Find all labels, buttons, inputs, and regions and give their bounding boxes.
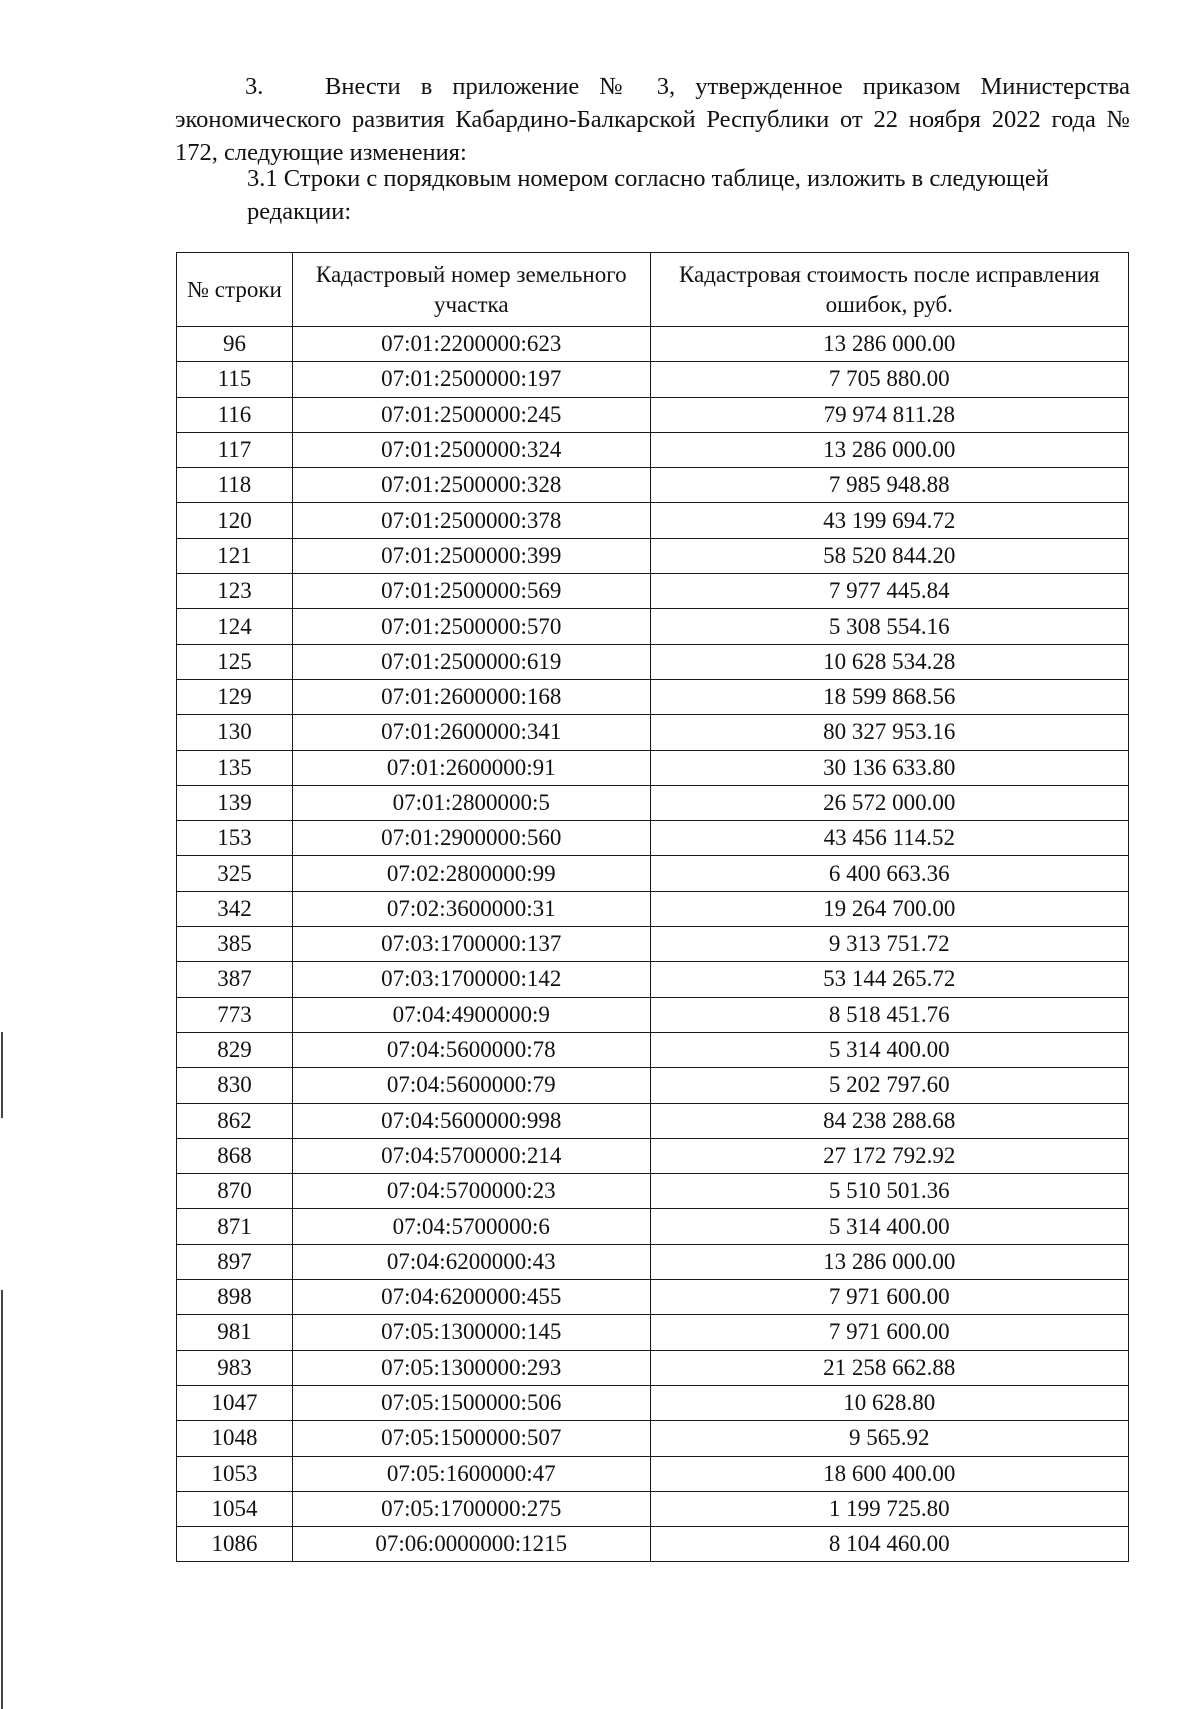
row-number-cell: 125	[177, 644, 293, 679]
row-number-cell: 124	[177, 609, 293, 644]
cadastral-value-cell: 5 308 554.16	[650, 609, 1128, 644]
table-row	[177, 1350, 1129, 1385]
paragraph-3	[175, 70, 1130, 169]
row-number-cell: 342	[177, 891, 293, 926]
header-row-number: № строки	[177, 253, 293, 327]
cadastral-number-cell: 07:05:1700000:275	[292, 1491, 650, 1526]
cadastral-value-cell: 9 313 751.72	[650, 927, 1128, 962]
row-number-cell: 897	[177, 1244, 293, 1279]
table-row	[177, 574, 1129, 609]
cadastral-number-cell: 07:01:2500000:399	[292, 538, 650, 573]
cadastral-value-cell: 18 600 400.00	[650, 1456, 1128, 1491]
cadastral-value-cell: 9 565.92	[650, 1421, 1128, 1456]
cadastral-number-cell: 07:03:1700000:142	[292, 962, 650, 997]
paragraph-number: 3.	[245, 73, 264, 100]
table-header-row	[177, 253, 1129, 327]
cadastral-value-cell: 43 456 114.52	[650, 821, 1128, 856]
table-row	[177, 750, 1129, 785]
row-number-cell: 981	[177, 1315, 293, 1350]
cadastral-number-cell: 07:01:2600000:341	[292, 715, 650, 750]
paragraph-3-1	[175, 162, 1130, 228]
cadastral-number-cell: 07:01:2500000:324	[292, 432, 650, 467]
cadastral-number-cell: 07:01:2500000:378	[292, 503, 650, 538]
cadastral-number-cell: 07:01:2800000:5	[292, 785, 650, 820]
paragraph-text-line2: редакции:	[247, 198, 352, 225]
table-row	[177, 1456, 1129, 1491]
cadastral-value-cell: 7 971 600.00	[650, 1280, 1128, 1315]
table-row	[177, 609, 1129, 644]
row-number-cell: 1086	[177, 1527, 293, 1562]
scan-margin-line	[1, 1290, 3, 1709]
cadastral-value-cell: 58 520 844.20	[650, 538, 1128, 573]
cadastral-value-cell: 18 599 868.56	[650, 679, 1128, 714]
row-number-cell: 829	[177, 1032, 293, 1067]
row-number-cell: 117	[177, 432, 293, 467]
cadastral-value-cell: 13 286 000.00	[650, 432, 1128, 467]
row-number-cell: 135	[177, 750, 293, 785]
row-number-cell: 773	[177, 997, 293, 1032]
table-row	[177, 856, 1129, 891]
cadastral-value-cell: 84 238 288.68	[650, 1103, 1128, 1138]
row-number-cell: 120	[177, 503, 293, 538]
row-number-cell: 153	[177, 821, 293, 856]
cadastral-number-cell: 07:04:5600000:79	[292, 1068, 650, 1103]
cadastral-value-cell: 7 985 948.88	[650, 468, 1128, 503]
cadastral-value-cell: 7 971 600.00	[650, 1315, 1128, 1350]
table-row	[177, 644, 1129, 679]
paragraph-text-line1: 3.1 Строки с порядковым номером согласно таблице, изложить в следующей	[247, 165, 1049, 192]
table-row	[177, 679, 1129, 714]
row-number-cell: 1054	[177, 1491, 293, 1526]
cadastral-value-cell: 13 286 000.00	[650, 327, 1128, 362]
cadastral-number-cell: 07:04:4900000:9	[292, 997, 650, 1032]
row-number-cell: 1047	[177, 1385, 293, 1420]
cadastral-number-cell: 07:01:2900000:560	[292, 821, 650, 856]
cadastral-value-cell: 13 286 000.00	[650, 1244, 1128, 1279]
header-cadastral-number: Кадастровый номер земельного участка	[292, 253, 650, 327]
cadastral-value-cell: 5 314 400.00	[650, 1209, 1128, 1244]
cadastral-value-table	[176, 252, 1129, 1562]
table-row	[177, 997, 1129, 1032]
cadastral-number-cell: 07:06:0000000:1215	[292, 1527, 650, 1562]
table-row	[177, 1527, 1129, 1562]
cadastral-number-cell: 07:01:2600000:91	[292, 750, 650, 785]
row-number-cell: 121	[177, 538, 293, 573]
cadastral-value-cell: 79 974 811.28	[650, 397, 1128, 432]
table-row	[177, 432, 1129, 467]
table-row	[177, 1174, 1129, 1209]
row-number-cell: 387	[177, 962, 293, 997]
table-row	[177, 1385, 1129, 1420]
table-row	[177, 1138, 1129, 1173]
table-row	[177, 1280, 1129, 1315]
cadastral-number-cell: 07:01:2500000:619	[292, 644, 650, 679]
table-row	[177, 503, 1129, 538]
row-number-cell: 385	[177, 927, 293, 962]
table-row	[177, 327, 1129, 362]
row-number-cell: 130	[177, 715, 293, 750]
table-row	[177, 1103, 1129, 1138]
cadastral-number-cell: 07:02:3600000:31	[292, 891, 650, 926]
table-row	[177, 468, 1129, 503]
row-number-cell: 870	[177, 1174, 293, 1209]
cadastral-value-cell: 26 572 000.00	[650, 785, 1128, 820]
cadastral-number-cell: 07:04:5700000:6	[292, 1209, 650, 1244]
row-number-cell: 868	[177, 1138, 293, 1173]
cadastral-value-cell: 43 199 694.72	[650, 503, 1128, 538]
table-row	[177, 1421, 1129, 1456]
table-row	[177, 1315, 1129, 1350]
table-row	[177, 785, 1129, 820]
cadastral-number-cell: 07:04:5700000:214	[292, 1138, 650, 1173]
cadastral-number-cell: 07:04:6200000:43	[292, 1244, 650, 1279]
row-number-cell: 118	[177, 468, 293, 503]
row-number-cell: 325	[177, 856, 293, 891]
row-number-cell: 983	[177, 1350, 293, 1385]
cadastral-value-cell: 30 136 633.80	[650, 750, 1128, 785]
cadastral-value-cell: 7 977 445.84	[650, 574, 1128, 609]
cadastral-value-cell: 19 264 700.00	[650, 891, 1128, 926]
table-row	[177, 891, 1129, 926]
cadastral-number-cell: 07:05:1500000:506	[292, 1385, 650, 1420]
header-cadastral-value: Кадастровая стоимость после исправления ошибок, руб.	[650, 253, 1128, 327]
row-number-cell: 871	[177, 1209, 293, 1244]
cadastral-value-cell: 21 258 662.88	[650, 1350, 1128, 1385]
cadastral-number-cell: 07:01:2500000:197	[292, 362, 650, 397]
cadastral-value-cell: 7 705 880.00	[650, 362, 1128, 397]
table-body	[177, 327, 1129, 1562]
row-number-cell: 123	[177, 574, 293, 609]
cadastral-number-cell: 07:05:1300000:293	[292, 1350, 650, 1385]
table-row	[177, 821, 1129, 856]
cadastral-number-cell: 07:02:2800000:99	[292, 856, 650, 891]
cadastral-number-cell: 07:05:1500000:507	[292, 1421, 650, 1456]
table-row	[177, 962, 1129, 997]
cadastral-value-cell: 8 104 460.00	[650, 1527, 1128, 1562]
scan-margin-line	[1, 1032, 3, 1118]
row-number-cell: 898	[177, 1280, 293, 1315]
cadastral-number-cell: 07:01:2500000:569	[292, 574, 650, 609]
cadastral-number-cell: 07:04:5600000:78	[292, 1032, 650, 1067]
cadastral-number-cell: 07:01:2500000:570	[292, 609, 650, 644]
table-row	[177, 1032, 1129, 1067]
row-number-cell: 1048	[177, 1421, 293, 1456]
row-number-cell: 862	[177, 1103, 293, 1138]
table-row	[177, 715, 1129, 750]
cadastral-value-cell: 5 202 797.60	[650, 1068, 1128, 1103]
cadastral-number-cell: 07:05:1300000:145	[292, 1315, 650, 1350]
cadastral-value-cell: 1 199 725.80	[650, 1491, 1128, 1526]
table-row	[177, 1244, 1129, 1279]
row-number-cell: 96	[177, 327, 293, 362]
cadastral-number-cell: 07:04:6200000:455	[292, 1280, 650, 1315]
table-row	[177, 538, 1129, 573]
row-number-cell: 116	[177, 397, 293, 432]
row-number-cell: 115	[177, 362, 293, 397]
cadastral-value-cell: 5 314 400.00	[650, 1032, 1128, 1067]
cadastral-value-cell: 8 518 451.76	[650, 997, 1128, 1032]
row-number-cell: 129	[177, 679, 293, 714]
cadastral-value-cell: 10 628.80	[650, 1385, 1128, 1420]
cadastral-value-cell: 10 628 534.28	[650, 644, 1128, 679]
cadastral-number-cell: 07:04:5600000:998	[292, 1103, 650, 1138]
table-row	[177, 927, 1129, 962]
paragraph-text: Внести в приложение № 3, утвержденное приказом Министерства экономического развития Кабардино-Балкарской Республики от 22 ноября 2022 года № 172, следующие изменения:	[175, 73, 1130, 166]
cadastral-value-cell: 53 144 265.72	[650, 962, 1128, 997]
cadastral-value-cell: 27 172 792.92	[650, 1138, 1128, 1173]
cadastral-number-cell: 07:01:2200000:623	[292, 327, 650, 362]
cadastral-number-cell: 07:05:1600000:47	[292, 1456, 650, 1491]
cadastral-number-cell: 07:01:2500000:245	[292, 397, 650, 432]
cadastral-number-cell: 07:01:2600000:168	[292, 679, 650, 714]
cadastral-value-cell: 6 400 663.36	[650, 856, 1128, 891]
cadastral-value-cell: 5 510 501.36	[650, 1174, 1128, 1209]
cadastral-number-cell: 07:01:2500000:328	[292, 468, 650, 503]
table-row	[177, 1068, 1129, 1103]
cadastral-number-cell: 07:04:5700000:23	[292, 1174, 650, 1209]
table-row	[177, 1491, 1129, 1526]
table-row	[177, 362, 1129, 397]
cadastral-number-cell: 07:03:1700000:137	[292, 927, 650, 962]
table-row	[177, 397, 1129, 432]
row-number-cell: 830	[177, 1068, 293, 1103]
row-number-cell: 139	[177, 785, 293, 820]
row-number-cell: 1053	[177, 1456, 293, 1491]
cadastral-value-cell: 80 327 953.16	[650, 715, 1128, 750]
table-row	[177, 1209, 1129, 1244]
